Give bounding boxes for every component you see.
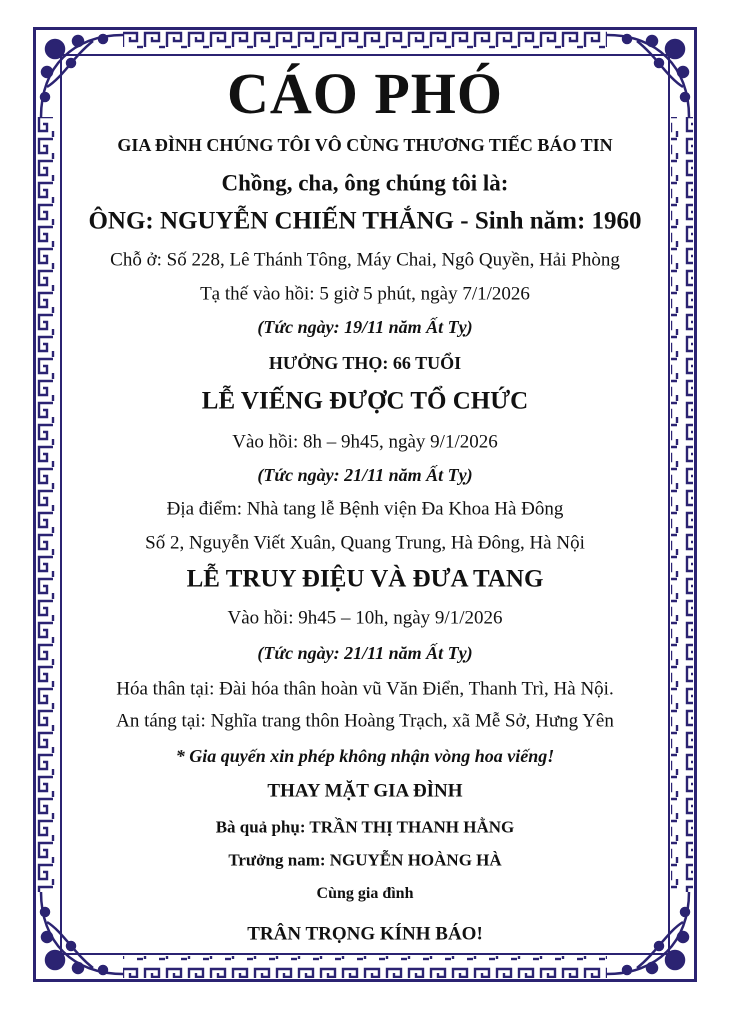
- wreath-note: * Gia quyến xin phép không nhận vòng hoa viếng!: [175, 746, 555, 766]
- cremation-location: Hóa thân tại: Đài hóa thân hoàn vũ Văn Điển, Thanh Trì, Hà Nội.: [116, 678, 614, 700]
- closing-text: TRÂN TRỌNG KÍNH BÁO!: [247, 923, 483, 945]
- visitation-venue: Địa điểm: Nhà tang lễ Bệnh viện Đa Khoa Hà Đông: [166, 498, 564, 520]
- visitation-heading: LỄ VIẾNG ĐƯỢC TỔ CHỨC: [201, 387, 529, 415]
- visitation-lunar-date: (Tức ngày: 21/11 năm Ất Tỵ): [257, 465, 473, 485]
- eldest-son-name: Trưởng nam: NGUYỄN HOÀNG HÀ: [228, 850, 502, 870]
- announcement: GIA ĐÌNH CHÚNG TÔI VÔ CÙNG THƯƠNG TIẾC BÁO TIN: [117, 135, 613, 155]
- deceased-name: ÔNG: NGUYỄN CHIẾN THẮNG - Sinh năm: 1960: [88, 207, 642, 235]
- death-lunar-date: (Tức ngày: 19/11 năm Ất Tỵ): [257, 317, 473, 337]
- age: HƯỞNG THỌ: 66 TUỔI: [268, 353, 462, 373]
- relation-text: Chồng, cha, ông chúng tôi là:: [221, 170, 509, 196]
- visitation-time: Vào hồi: 8h – 9h45, ngày 9/1/2026: [232, 431, 498, 453]
- visitation-address: Số 2, Nguyễn Viết Xuân, Quang Trung, Hà Đông, Hà Nội: [145, 532, 585, 554]
- family-heading: THAY MẶT GIA ĐÌNH: [267, 780, 463, 802]
- family-others: Cùng gia đình: [316, 885, 414, 902]
- memorial-lunar-date: (Tức ngày: 21/11 năm Ất Tỵ): [257, 643, 473, 663]
- burial-location: An táng tại: Nghĩa trang thôn Hoàng Trạch, xã Mễ Sở, Hưng Yên: [116, 710, 614, 732]
- widow-name: Bà quả phụ: TRẦN THỊ THANH HẰNG: [215, 817, 515, 837]
- page-title: CÁO PHÓ: [226, 61, 504, 126]
- residence: Chỗ ở: Số 228, Lê Thánh Tông, Máy Chai, Ngô Quyền, Hải Phòng: [110, 249, 620, 271]
- memorial-time: Vào hồi: 9h45 – 10h, ngày 9/1/2026: [227, 607, 503, 629]
- death-time: Tạ thế vào hồi: 5 giờ 5 phút, ngày 7/1/2026: [200, 283, 530, 305]
- memorial-heading: LỄ TRUY ĐIỆU VÀ ĐƯA TANG: [186, 565, 544, 593]
